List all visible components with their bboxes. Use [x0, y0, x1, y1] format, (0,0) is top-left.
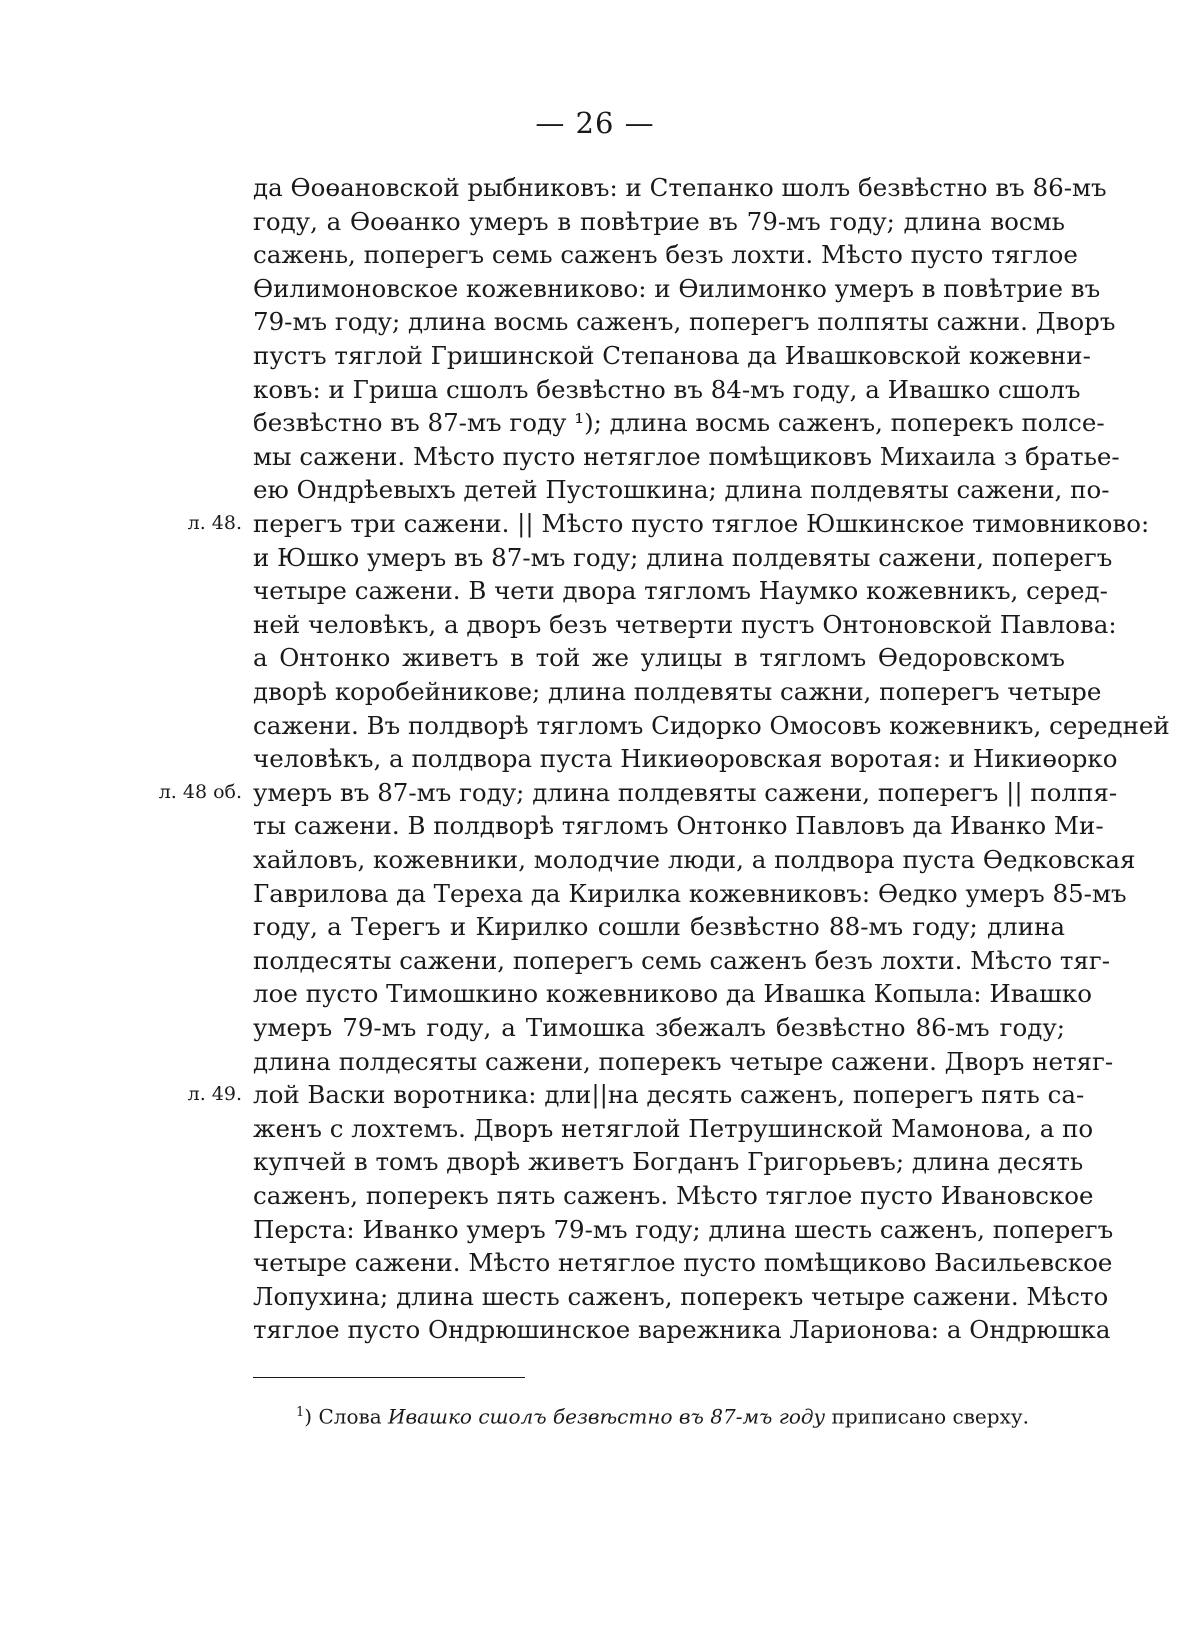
text-line: хайловъ, кожевники, молодчие люди, а полдвора пуста Өедковская — [253, 845, 1136, 874]
text-line: сажени. Въ полдворѣ тягломъ Сидорко Омосовъ кожевникъ, середней — [253, 710, 1170, 740]
text-line: полдесяты сажени, поперегъ семь саженъ безъ лохти. Мѣсто тяг- — [253, 945, 1110, 975]
text-line: мы сажени. Мѣсто пусто нетяглое помѣщиковъ Михаила з братье- — [253, 441, 1120, 471]
folio-margin-note: л. 48. — [187, 512, 242, 534]
text-line: Гаврилова да Тереха да Кирилка кожевниковъ: Өедко умеръ 85-мъ — [253, 878, 1127, 908]
text-line: четыре сажени. В чети двора тягломъ Наумко кожевникъ, серед- — [253, 576, 1108, 606]
text-line: длина полдесяты сажени, поперекъ четыре сажени. Дворъ нетяг- — [253, 1046, 1114, 1076]
text-line: умеръ 79-мъ году, а Тимошка збежалъ безвѣстно 86-мъ году; — [253, 1013, 1065, 1042]
text-line: году, а Өоөанко умеръ в повѣтрие въ 79-мъ году; длина восмь — [253, 206, 1065, 236]
text-line: 79-мъ году; длина восмь саженъ, поперегъ полпяты сажни. Дворъ — [253, 307, 1116, 337]
text-line: дворѣ коробейникове; длина полдевяты сажни, поперегъ четыре — [253, 677, 1102, 706]
footnote-prefix: ) Слова — [304, 1404, 389, 1429]
text-line: умеръ въ 87-мъ году; длина полдевяты сажени, поперегъ || полпя- — [253, 777, 1118, 807]
text-line: и Юшко умеръ въ 87-мъ году; длина полдевяты сажени, поперегъ — [253, 542, 1113, 572]
footnote-quoted-text: Ивашко сшолъ безвѣстно въ 87-мъ году — [388, 1404, 826, 1429]
text-line: лое пусто Тимошкино кожевниково да Ивашка Копыла: Ивашко — [253, 979, 1092, 1009]
text-line: да Өоөановской рыбниковъ: и Степанко шолъ безвѣстно въ 86-мъ — [253, 173, 1107, 202]
text-line: тяглое пусто Ондрюшинское варежника Ларионова: а Ондрюшка — [253, 1315, 1111, 1345]
text-line: Перста: Иванко умеръ 79-мъ году; длина шесть саженъ, поперегъ — [253, 1214, 1114, 1244]
text-line: безвѣстно въ 87-мъ году ¹); длина восмь саженъ, поперекъ полсе- — [253, 408, 1105, 438]
text-line: перегъ три сажени. || Мѣсто пусто тяглое Юшкинское тимовниково: — [253, 509, 1150, 538]
text-line: женъ с лохтемъ. Дворъ нетяглой Петрушинской Мамонова, а по — [253, 1113, 1094, 1143]
text-line: человѣкъ, а полдвора пуста Никиөоровская воротая: и Никиөорко — [253, 744, 1118, 774]
text-line: саженъ, поперекъ пять саженъ. Мѣсто тяглое пусто Ивановское — [253, 1181, 1094, 1210]
page-number: — 26 — — [535, 106, 655, 140]
text-line: пустъ тяглой Гришинской Степанова да Ивашковской кожевни- — [253, 341, 1091, 370]
folio-margin-note: л. 49. — [187, 1083, 242, 1106]
folio-margin-note: л. 48 об. — [158, 780, 242, 803]
footnote — [296, 1398, 1056, 1432]
text-line: Лопухина; длина шесть саженъ, поперекъ четыре сажени. Мѣсто — [253, 1281, 1109, 1311]
footnote-rule — [253, 1377, 525, 1378]
text-line: ней человѣкъ, а дворъ безъ четверти пустъ Онтоновской Павлова: — [253, 609, 1117, 639]
footnote-marker: 1 — [296, 1405, 305, 1420]
text-line: ковъ: и Гриша сшолъ безвѣстно въ 84-мъ году, а Ивашко сшолъ — [253, 374, 1081, 404]
text-line: купчей в томъ дворѣ живетъ Богданъ Григорьевъ; длина десять — [253, 1147, 1084, 1177]
text-line: ты сажени. В полдворѣ тягломъ Онтонко Павловъ да Иванко Ми- — [253, 811, 1104, 841]
footnote-suffix: приписано сверху. — [825, 1404, 1029, 1429]
text-line: Өилимоновское кожевниково: и Өилимонко умеръ в повѣтрие въ — [253, 273, 1101, 303]
text-line: ею Ондрѣевыхъ детей Пустошкина; длина полдевяты сажени, по- — [253, 475, 1110, 505]
text-line: сажень, поперегъ семь саженъ безъ лохти. Мѣсто пусто тяглое — [253, 240, 1078, 270]
text-line: четыре сажени. Мѣсто нетяглое пусто помѣщиково Васильевское — [253, 1248, 1113, 1278]
text-line: году, а Терегъ и Кирилко сошли безвѣстно 88-мъ году; длина — [253, 912, 1065, 942]
text-line: лой Васки воротника: дли||на десять саженъ, поперегъ пять са- — [253, 1080, 1085, 1110]
text-line: а Онтонко живетъ в той же улицы в тягломъ Өедоровскомъ — [253, 643, 1065, 673]
